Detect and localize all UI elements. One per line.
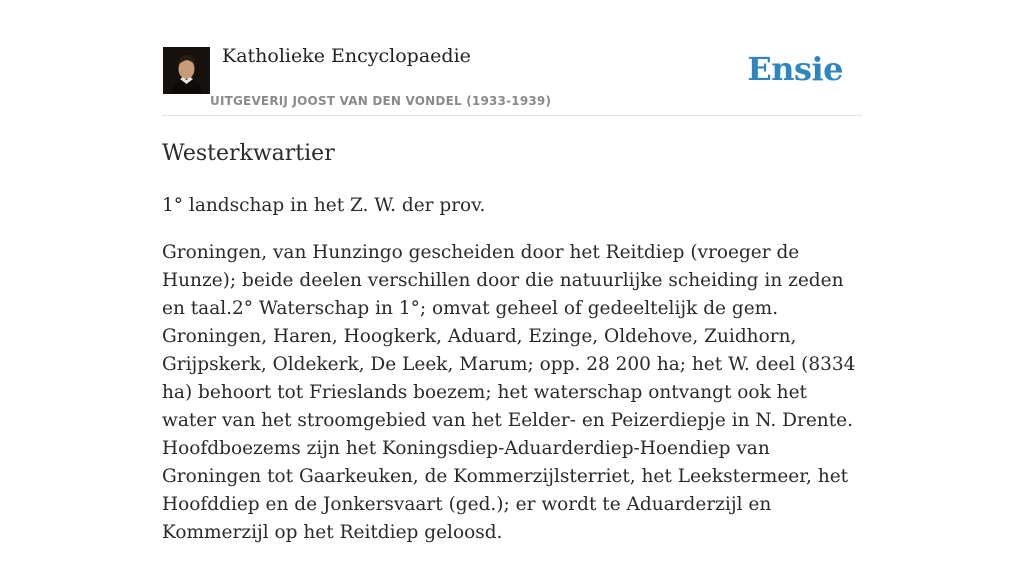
entry-title: Westerkwartier — [162, 141, 335, 166]
entry-paragraph-2: Groningen, van Hunzingo gescheiden door het Reitdiep (vroeger de Hunze); beide deelen verschillen door die natuurlijke scheiding in zeden en taal.2° Waterschap in 1°; omvat geheel of gedeeltelijk de gem. Groningen, Haren, Hoogkerk, Aduard, Ezinge, Oldehove, Zuidhorn, Grijpskerk, Oldekerk, De Leek, Marum; opp. 28 200 ha; het W. deel (8334 ha) behoort tot Frieslands boezem; het waterschap ontvangt ook het water van het stroomgebied van het Eelder- en Peizerdiepje in N. Drente. Hoofdboezems zijn het Koningsdiep-Aduarderdiep-Hoendiep van Groningen tot Gaarkeuken, de Kommerzijlsterriet, het Leekstermeer, het Hoofddiep en de Jonkersvaart (ged.); er wordt te Aduarderzijl en Kommerzijl op het Reitdiep geloosd. — [162, 242, 856, 543]
header-divider — [162, 115, 862, 116]
publisher-label: UITGEVERIJ JOOST VAN DEN VONDEL (1933-1939) — [210, 94, 552, 108]
site-title[interactable]: Katholieke Encyclopaedie — [222, 45, 471, 67]
entry-paragraph-1: 1° landschap in het Z. W. der prov. — [162, 195, 486, 216]
author-portrait-avatar — [163, 47, 210, 94]
ensie-logo[interactable]: Ensie — [747, 50, 843, 88]
entry-content — [162, 192, 864, 566]
